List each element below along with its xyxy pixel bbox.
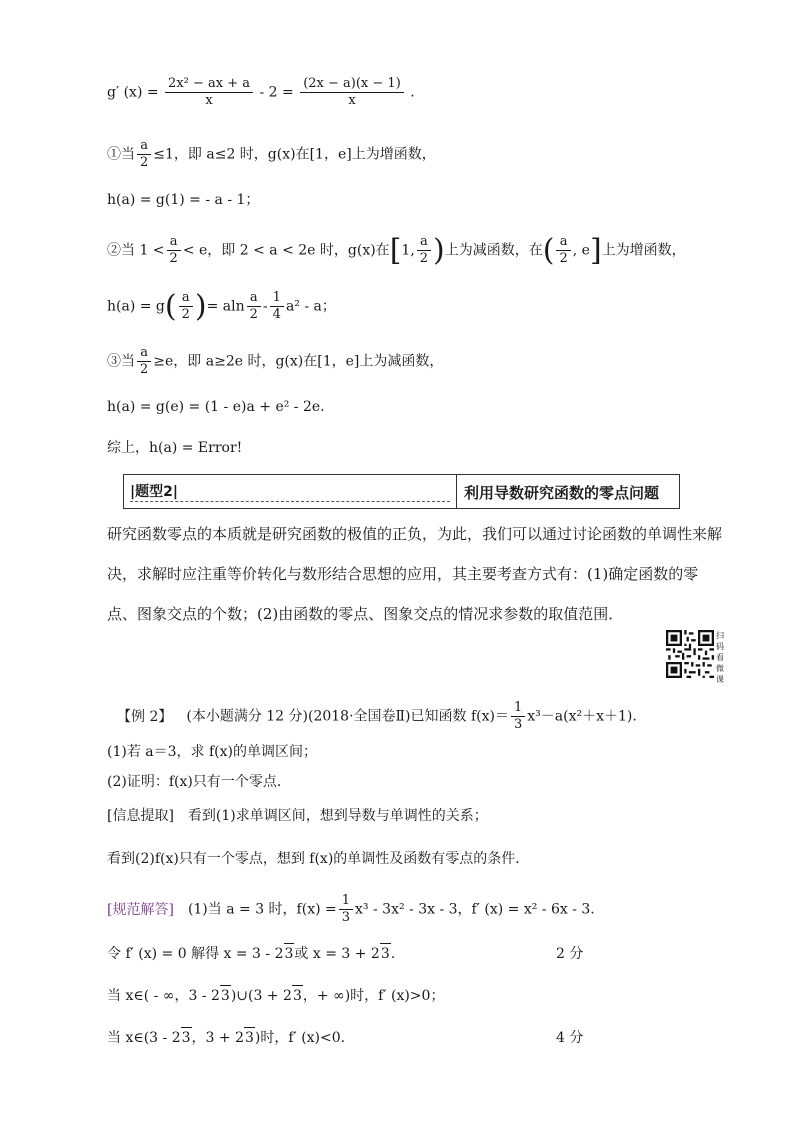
question-1 [107, 742, 317, 762]
fraction [511, 700, 525, 733]
fraction-numerator: a [179, 290, 193, 307]
solution-text: 当 x∈( - ∞，3 - 2 [107, 988, 220, 1004]
banner-divider [456, 475, 457, 508]
solution-text: . [390, 946, 396, 962]
info-text: 看到(2)f(x)只有一个零点，想到 f(x)的单调性及函数有零点的条件． [107, 851, 530, 867]
fraction [300, 76, 404, 109]
solution-text: )时，f′ (x)<0. [254, 1030, 346, 1046]
h2-text: a² - a； [285, 298, 336, 315]
fraction-numerator: a [417, 234, 431, 251]
summary-text: 综上，h(a) = Error! [107, 440, 243, 456]
question-2 [107, 772, 291, 792]
solution-line-2 [107, 943, 395, 964]
example-tag: 【例 2】 [117, 708, 173, 725]
solution-text: (1)当 a = 3 时，f(x) = [187, 901, 337, 918]
fraction-numerator: a [247, 290, 261, 307]
fraction [137, 138, 151, 171]
case-2-line [107, 234, 686, 267]
case-3-prefix: ③当 [107, 353, 135, 370]
fraction-numerator: a [137, 345, 151, 362]
sqrt-radicand: 3 [284, 943, 295, 964]
fraction-denominator: 3 [513, 717, 523, 732]
fraction [165, 76, 253, 109]
fraction-numerator: a [167, 234, 181, 251]
fraction-numerator: a [137, 138, 151, 155]
solution-text: )∪(3 + 2 [230, 988, 292, 1004]
eq-lhs: g′ (x) = [107, 84, 159, 101]
h2-prefix: h(a) = g [107, 298, 165, 315]
sqrt-radicand: 3 [380, 943, 391, 964]
bracket: ) [433, 232, 445, 268]
h-case-1 [107, 190, 259, 210]
example-2-line [117, 700, 637, 733]
qr-side-text: 扫码看微课 [716, 631, 724, 684]
case-1-prefix: ①当 [107, 146, 135, 163]
fraction-denominator: x [348, 93, 356, 108]
topic-title: 利用导数研究函数的零点问题 [464, 484, 660, 502]
bracket: ) [194, 288, 207, 324]
intro-text: 研究函数零点的本质就是研究函数的极值的正负，为此，我们可以通过讨论函数的单调性来解决，求解时应注重等价转化与数形结合思想的应用，其主要考查方式有：(1)确定函数的零点、图象交点的个数；(2)由函数的零点、图象交点的情况求参数的取值范围． [107, 525, 723, 623]
intro-paragraph [107, 514, 727, 634]
score-label: 4 分 [556, 1030, 584, 1046]
solution-line-1 [107, 893, 595, 926]
solution-text: 当 x∈(3 - 2 [107, 1030, 181, 1046]
fraction [270, 290, 284, 323]
case-3-text: ≥e，即 a≥2e 时，g(x)在[1，e]上为减函数， [153, 353, 444, 370]
solution-text: ，3 + 2 [191, 1030, 244, 1046]
fraction-numerator: 1 [270, 290, 284, 307]
bracket: ] [589, 232, 602, 268]
solution-tag: [规范解答] [107, 901, 174, 918]
bracket: ( [542, 232, 555, 268]
bracket: [ [389, 232, 402, 268]
sqrt-radicand: 3 [292, 985, 303, 1006]
fraction-denominator: 2 [249, 307, 258, 322]
fraction-numerator: 1 [339, 893, 353, 910]
h2-text: - [262, 298, 268, 315]
sqrt-radicand: 3 [244, 1027, 255, 1048]
qr-code-icon[interactable] [666, 630, 714, 678]
fraction-numerator: 2x² − ax + a [165, 76, 253, 93]
fraction-denominator: 2 [559, 251, 568, 266]
h3-text: h(a) = g(e) = (1 - e)a + e² - 2e. [107, 399, 325, 415]
topic-label: |题型2| [130, 481, 450, 502]
fraction-denominator: 2 [181, 307, 190, 322]
question-1-text: (1)若 a＝3，求 f(x)的单调区间； [107, 744, 317, 760]
info-extraction-cont [107, 849, 529, 869]
h1-text: h(a) = g(1) = - a - 1； [107, 192, 260, 208]
example-text: x³－a(x²＋x＋1). [527, 708, 637, 725]
fraction [556, 234, 570, 267]
info-extraction [107, 806, 488, 826]
case-1-line [107, 138, 436, 171]
score-label: 2 分 [556, 946, 584, 962]
fraction-denominator: 2 [169, 251, 178, 266]
example-source: (本小题满分 12 分)(2018·全国卷Ⅱ)已知函数 f(x)＝ [186, 708, 509, 725]
h-case-2 [107, 290, 336, 323]
interval-end: , e [572, 242, 590, 259]
fraction-numerator: a [556, 234, 570, 251]
solution-text: 令 f′ (x) = 0 解得 x = 3 - 2 [107, 946, 284, 962]
bracket: ( [164, 288, 177, 324]
fraction-denominator: 3 [341, 910, 351, 925]
question-2-text: (2)证明：f(x)只有一个零点． [107, 774, 291, 790]
sqrt-radicand: 3 [181, 1027, 192, 1048]
eq-end: . [410, 84, 415, 101]
interval-start: 1, [401, 242, 415, 259]
eq-middle: - 2 = [259, 84, 294, 101]
solution-text: ，+ ∞)时，f′ (x)>0； [302, 988, 445, 1004]
fraction [137, 345, 151, 378]
case-3-line [107, 345, 443, 378]
case-2-text: < e，即 2 < a < 2e 时，g(x)在 [182, 242, 390, 259]
fraction [417, 234, 431, 267]
fraction-numerator: 1 [511, 700, 525, 717]
gprime-equation [107, 76, 415, 109]
fraction [167, 234, 181, 267]
solution-line-3 [107, 985, 444, 1006]
fraction-denominator: x [205, 93, 213, 108]
case-1-text: ≤1，即 a≤2 时，g(x)在[1，e]上为增函数， [153, 146, 436, 163]
sqrt-radicand: 3 [220, 985, 231, 1006]
solution-text: 或 x = 3 + 2 [294, 946, 380, 962]
fraction-denominator: 2 [140, 155, 149, 170]
solution-line-4 [107, 1027, 345, 1048]
fraction [179, 290, 193, 323]
case-2-prefix: ②当 1 < [107, 242, 165, 259]
fraction-denominator: 2 [140, 362, 149, 377]
topic-banner [123, 474, 680, 509]
case-2-text: 上为减函数，在 [444, 242, 543, 259]
info-text: [信息提取] 看到(1)求单调区间，想到导数与单调性的关系； [107, 808, 488, 824]
solution-text: x³ - 3x² - 3x - 3，f′ (x) = x² - 6x - 3. [355, 901, 595, 918]
fraction-denominator: 2 [419, 251, 429, 266]
h2-text: = aln [206, 298, 245, 315]
summary-line [107, 438, 242, 458]
case-2-text: 上为增函数， [601, 242, 686, 259]
fraction [247, 290, 261, 323]
fraction-denominator: 4 [272, 307, 281, 322]
fraction [339, 893, 353, 926]
fraction-numerator: (2x − a)(x − 1) [300, 76, 404, 93]
h-case-3 [107, 397, 325, 417]
